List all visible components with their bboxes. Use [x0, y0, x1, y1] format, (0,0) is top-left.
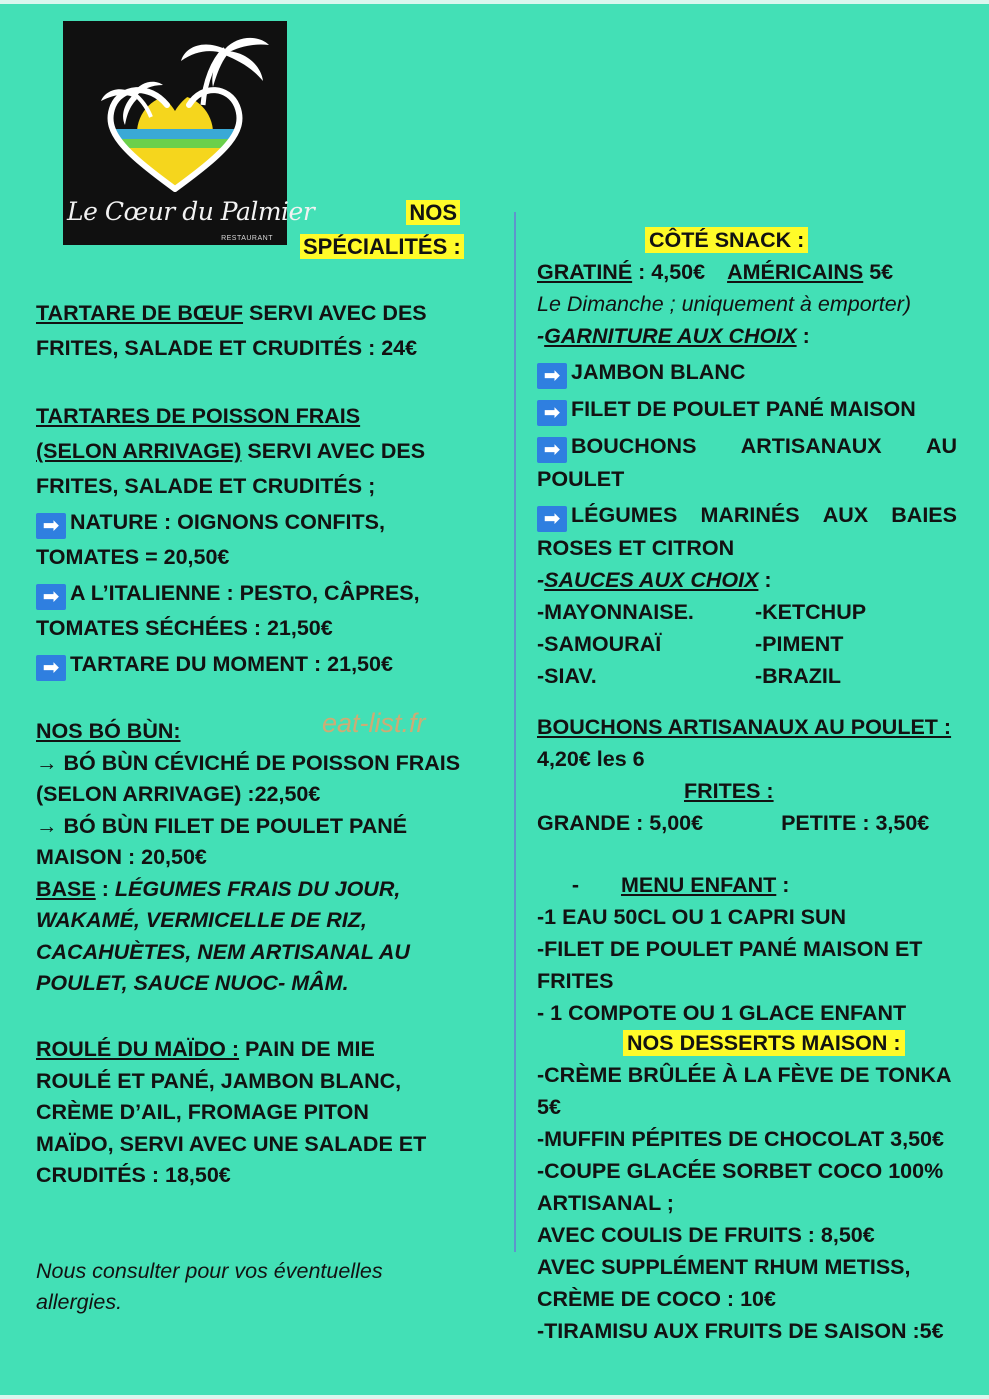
arrow-right-icon: ➡: [36, 655, 66, 681]
americains-label: AMÉRICAINS: [727, 260, 864, 284]
bottom-border: [0, 1395, 989, 1399]
roule-line1: PAIN DE MIE: [239, 1037, 375, 1061]
roule-name: ROULÉ DU MAÏDO :: [36, 1037, 240, 1061]
specialites-heading: [300, 196, 460, 264]
frites-label: FRITES :: [684, 779, 774, 803]
garniture-legumes-w1: LÉGUMES: [571, 503, 678, 527]
arrow-right-icon: ➡: [537, 437, 567, 463]
specialites-heading-line1: NOS: [406, 200, 460, 225]
sauces-row1: [537, 596, 957, 628]
bouchons-price: 4,20€ les 6: [537, 747, 645, 771]
dessert-creme-brulee-line1: -CRÈME BRÛLÉE À LA FÈVE DE TONKA: [537, 1063, 952, 1087]
garniture-legumes-line1: [537, 499, 957, 532]
tartare-boeuf-desc1: SERVI AVEC DES: [243, 301, 427, 325]
garniture-prefix: -: [537, 324, 545, 348]
bo-bun-base-line1: LÉGUMES FRAIS DU JOUR,: [114, 876, 401, 901]
garniture-legumes-w4: BAIES: [891, 503, 957, 527]
americains-price: 5€: [863, 260, 894, 284]
dessert-creme-brulee-line2: 5€: [537, 1095, 561, 1119]
tartare-boeuf-item: [36, 296, 476, 366]
bo-bun-title: NOS BÓ BÙN:: [36, 719, 181, 743]
logo-title: Le Cœur du Palmier: [67, 197, 315, 226]
desserts-heading: NOS DESSERTS MAISON :: [623, 1030, 905, 1056]
gratine-price: : 4,50€: [632, 260, 706, 284]
bo-bun-base-line2: WAKAMÉ, VERMICELLE DE RIZ,: [36, 908, 367, 932]
desserts-section: [537, 1027, 957, 1347]
sauces-label: SAUCES AUX CHOIX: [544, 568, 759, 592]
tartare-boeuf-desc2: FRITES, SALADE ET CRUDITÉS : 24€: [36, 336, 418, 360]
roule-line4: MAÏDO, SERVI AVEC UNE SALADE ET: [36, 1131, 427, 1156]
allergy-note: [36, 1256, 456, 1318]
menu-enfant-suffix: :: [776, 873, 790, 897]
allergy-note-line1: Nous consulter pour vos éventuelles: [36, 1259, 383, 1283]
tartares-poisson-item: [36, 399, 476, 682]
menu-enfant-label: MENU ENFANT: [621, 873, 777, 897]
garniture-bouchons-w1: BOUCHONS: [571, 434, 697, 458]
dessert-coupe-line3: AVEC COULIS DE FRUITS : 8,50€: [537, 1223, 875, 1247]
bo-bun-base-line4: POULET, SAUCE NUOC- MÂM.: [36, 971, 349, 995]
garniture-bouchons-line1: [537, 430, 957, 463]
allergy-note-line2: allergies.: [36, 1290, 123, 1314]
bo-bun-item2-line1: → BÓ BÙN FILET DE POULET PANÉ: [36, 813, 408, 838]
dessert-coupe-line1: -COUPE GLACÉE SORBET COCO 100%: [537, 1159, 944, 1183]
specialites-heading-line2: SPÉCIALITÉS :: [300, 234, 464, 259]
restaurant-logo: [63, 21, 315, 245]
roule-line5: CRUDITÉS : 18,50€: [36, 1163, 231, 1187]
garniture-label: GARNITURE AUX CHOIX: [544, 324, 797, 348]
bo-bun-base-line3: CACAHUÈTES, NEM ARTISANAL AU: [36, 939, 410, 964]
dessert-tiramisu: -TIRAMISU AUX FRUITS DE SAISON :5€: [537, 1319, 944, 1343]
sauce-brazil: -BRAZIL: [755, 664, 841, 688]
roule-line3: CRÈME D’AIL, FROMAGE PITON: [36, 1100, 369, 1124]
sauce-ketchup: -KETCHUP: [755, 600, 867, 624]
tartares-poisson-name2: (SELON ARRIVAGE): [36, 439, 242, 463]
garniture-legumes-w3: AUX: [822, 503, 869, 527]
sauce-mayonnaise: -MAYONNAISE.: [537, 600, 694, 624]
garniture-legumes-line2: ROSES ET CITRON: [537, 536, 735, 560]
snack-heading: CÔTÉ SNACK :: [645, 227, 808, 253]
tartares-poisson-desc2: SERVI AVEC DES: [241, 439, 426, 463]
bo-bun-base-label: BASE: [36, 876, 96, 901]
tartare-option-nature-2: TOMATES = 20,50€: [36, 545, 230, 569]
sauces-row2: [537, 628, 957, 660]
garniture-bouchons-w3: AU: [925, 434, 957, 458]
bo-bun-base-sep: :: [95, 876, 115, 901]
garniture-suffix: :: [796, 324, 810, 348]
roule-line2: ROULÉ ET PANÉ, JAMBON BLANC,: [36, 1068, 402, 1093]
garniture-legumes-w2: MARINÉS: [700, 503, 800, 527]
bo-bun-item1-line1: → BÓ BÙN CÉVICHÉ DE POISSON FRAIS: [36, 750, 461, 775]
gratine-label: GRATINÉ: [537, 260, 633, 284]
menu-enfant-item3: - 1 COMPOTE OU 1 GLACE ENFANT: [537, 1001, 907, 1025]
logo-subtitle: RESTAURANT: [221, 235, 273, 242]
bouchons-label: BOUCHONS ARTISANAUX AU POULET :: [537, 715, 952, 739]
tartare-option-moment: TARTARE DU MOMENT : 21,50€: [70, 652, 393, 676]
bo-bun-item1-line2: (SELON ARRIVAGE) :22,50€: [36, 782, 321, 806]
tartares-poisson-desc3: FRITES, SALADE ET CRUDITÉS ;: [36, 474, 376, 498]
snack-section: [537, 224, 957, 692]
sauces-row3: [537, 660, 957, 692]
dessert-coupe-line2: ARTISANAL ;: [537, 1191, 674, 1215]
garniture-bouchons-line2: POULET: [537, 467, 625, 491]
column-divider: [514, 212, 516, 1252]
bo-bun-section: [36, 716, 476, 1000]
menu-enfant-item2-line1: -FILET DE POULET PANÉ MAISON ET: [537, 937, 923, 961]
tartare-option-italienne-1: A L’ITALIENNE : PESTO, CÂPRES,: [70, 581, 420, 605]
menu-dash: -: [571, 873, 579, 897]
dimanche-note: Le Dimanche ; uniquement à emporter): [537, 292, 912, 316]
garniture-jambon: JAMBON BLANC: [571, 360, 746, 384]
watermark: eat-list.fr: [322, 708, 426, 738]
menu-enfant-section: [537, 869, 957, 1029]
arrow-right-icon: ➡: [36, 584, 66, 610]
roule-maido-item: [36, 1034, 476, 1192]
top-border: [0, 0, 989, 4]
sauces-prefix: -: [537, 568, 545, 592]
menu-enfant-item1: -1 EAU 50CL OU 1 CAPRI SUN: [537, 905, 847, 929]
arrow-right-icon: ➡: [537, 506, 567, 532]
sauce-samourai: -SAMOURAÏ: [537, 632, 662, 656]
tartare-option-italienne-2: TOMATES SÉCHÉES : 21,50€: [36, 616, 333, 640]
arrow-right-icon: ➡: [537, 363, 567, 389]
tartares-poisson-name1: TARTARES DE POISSON FRAIS: [36, 404, 361, 428]
arrow-right-icon: ➡: [537, 400, 567, 426]
frites-petite: PETITE : 3,50€: [781, 811, 930, 835]
dessert-coupe-line5: CRÈME DE COCO : 10€: [537, 1287, 776, 1311]
tartare-option-nature-1: NATURE : OIGNONS CONFITS,: [70, 510, 385, 534]
tartare-boeuf-name: TARTARE DE BŒUF: [36, 301, 244, 325]
bouchons-section: [537, 711, 957, 839]
dessert-coupe-line4: AVEC SUPPLÉMENT RHUM METISS,: [537, 1255, 911, 1279]
dessert-muffin: -MUFFIN PÉPITES DE CHOCOLAT 3,50€: [537, 1127, 944, 1151]
arrow-right-icon: ➡: [36, 513, 66, 539]
garniture-filet-poulet: FILET DE POULET PANÉ MAISON: [571, 397, 916, 421]
sauces-suffix: :: [758, 568, 772, 592]
sauce-siav: -SIAV.: [537, 664, 597, 688]
bo-bun-item2-line2: MAISON : 20,50€: [36, 845, 207, 869]
garniture-bouchons-w2: ARTISANAUX: [740, 434, 882, 458]
menu-enfant-item2-line2: FRITES: [537, 969, 614, 993]
frites-grande: GRANDE : 5,00€: [537, 811, 704, 835]
sauce-piment: -PIMENT: [755, 632, 844, 656]
